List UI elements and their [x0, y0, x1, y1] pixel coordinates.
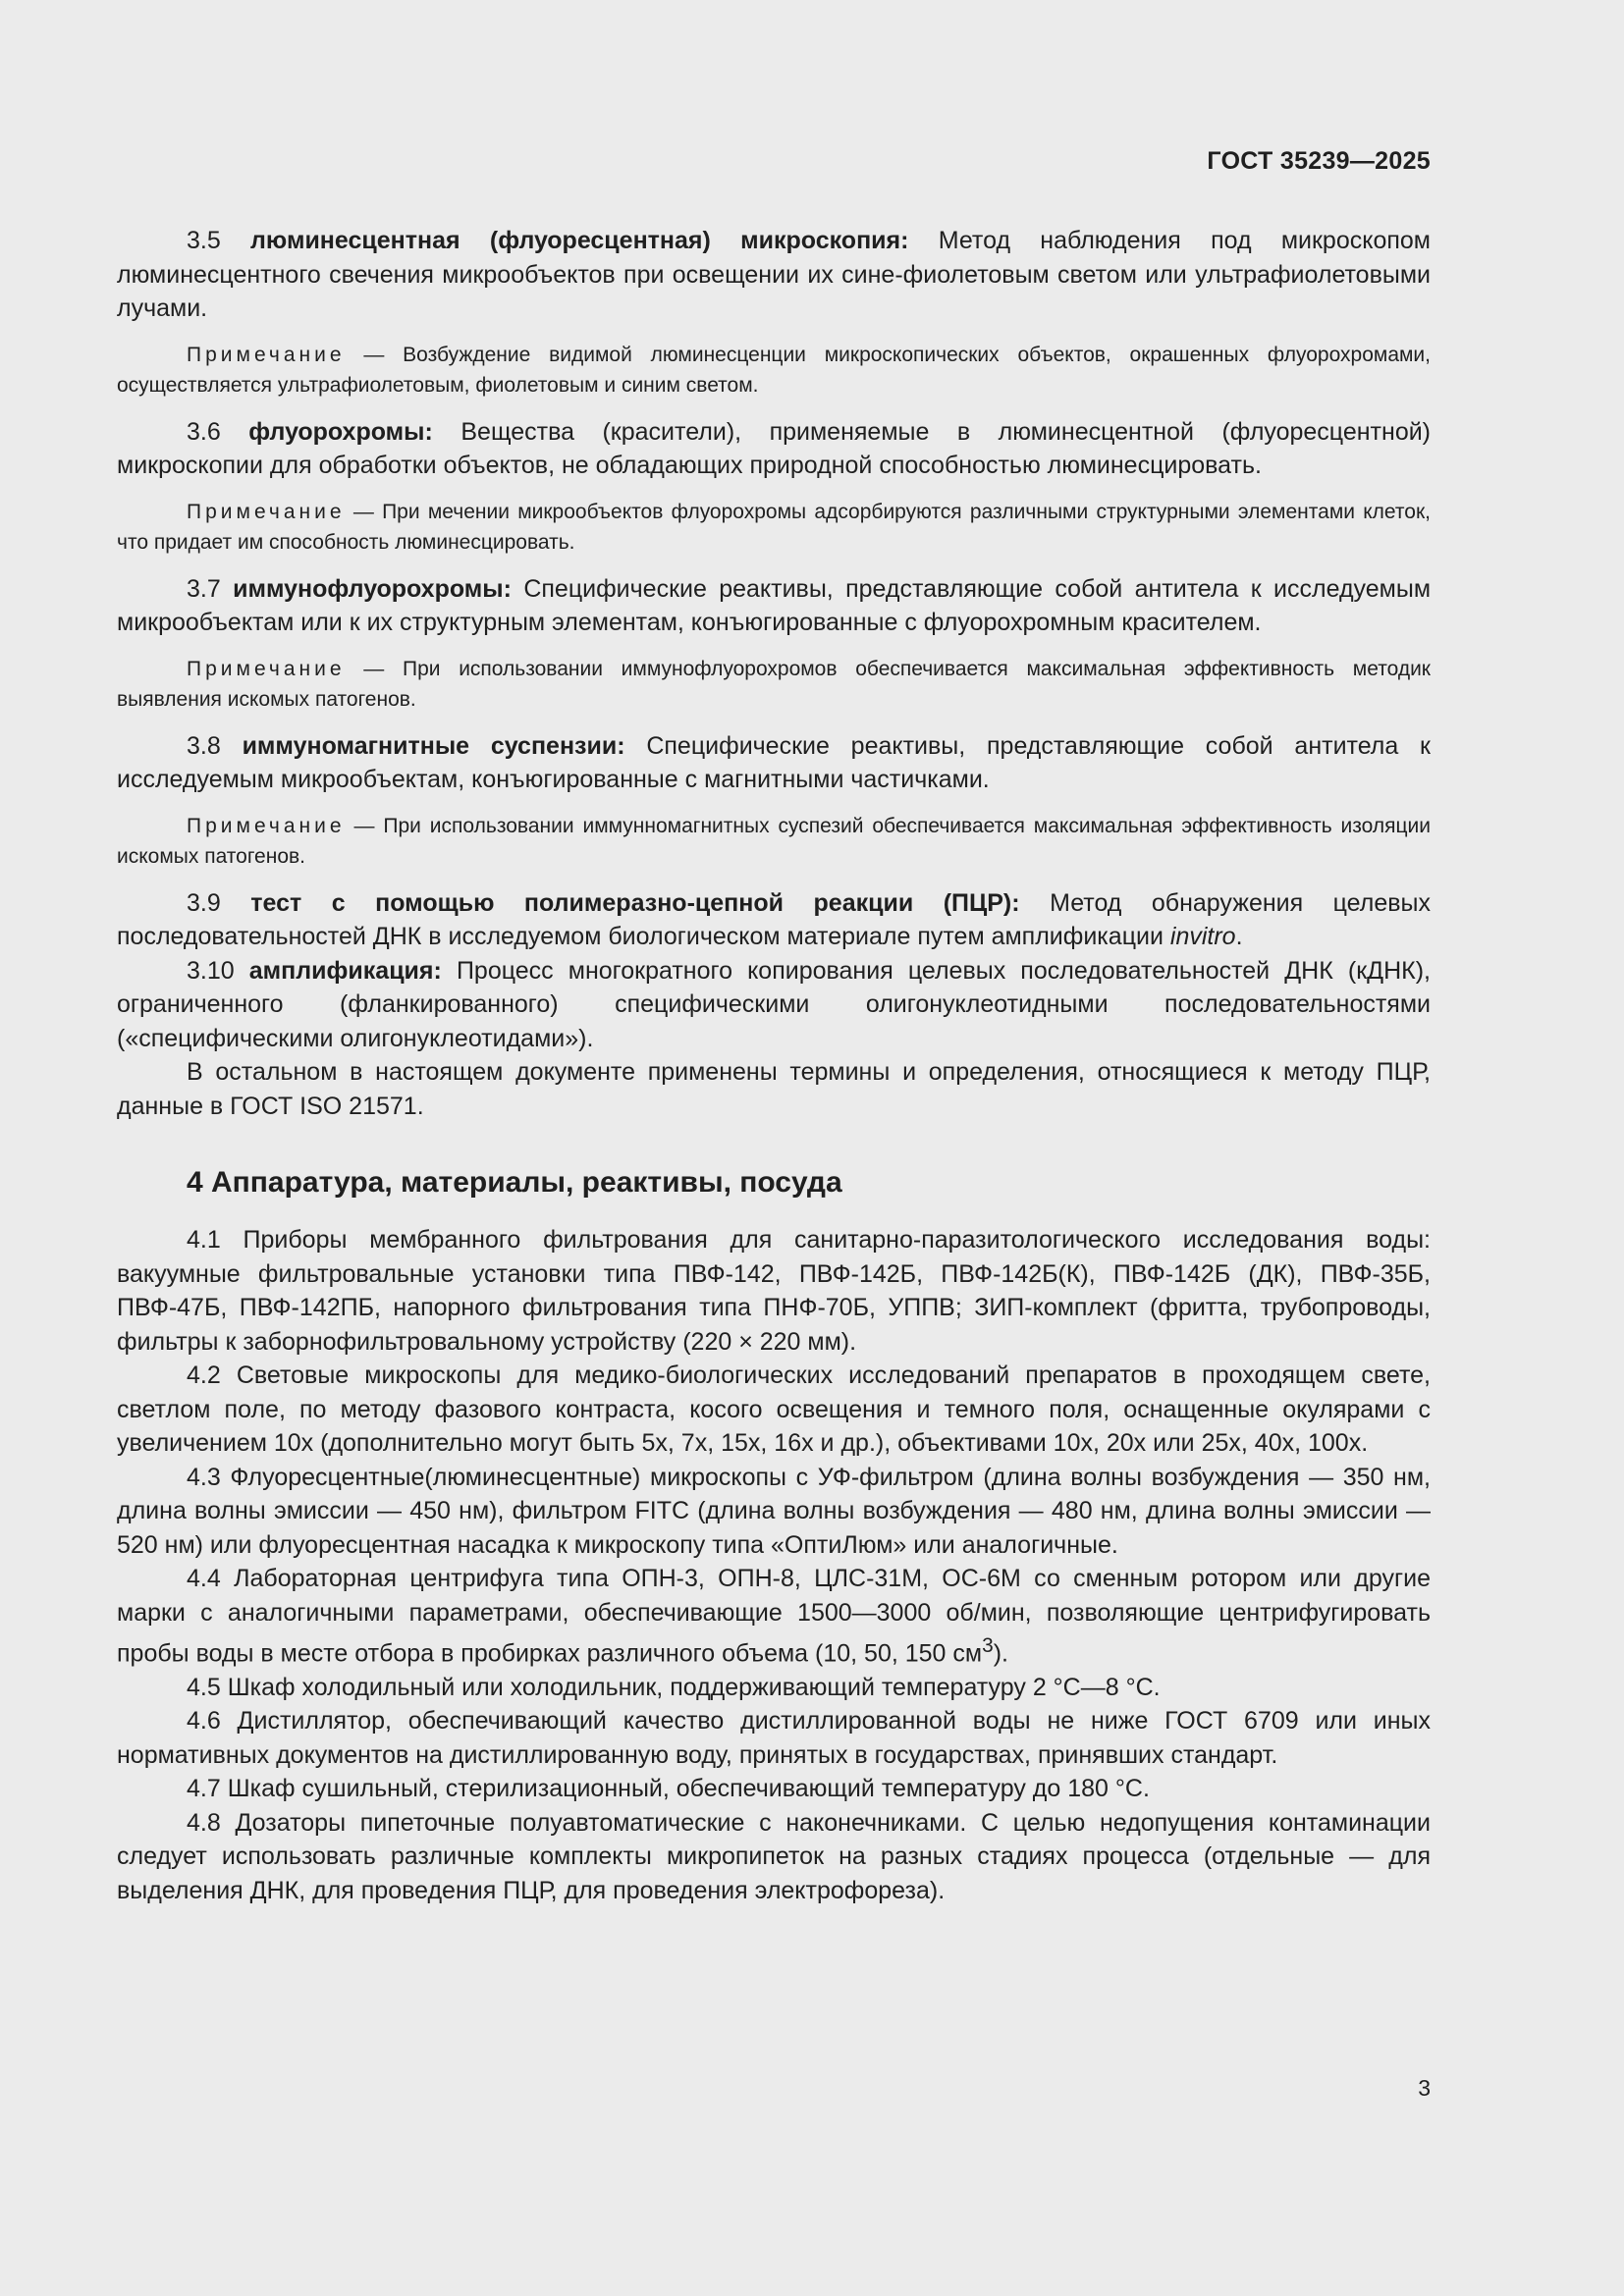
superscript-3: 3: [982, 1634, 994, 1657]
paragraph-4-7: 4.7 Шкаф сушильный, стерилизационный, обеспечивающий температуру до 180 °С.: [187, 1775, 1150, 1803]
term-definition: Специфические реактивы, представляющие собой антитела к исследуемым микрообъектам или к их структурным элементам, конъюгированные с флуорохромным красителем.: [117, 574, 1432, 636]
term-number: 3.6: [187, 417, 221, 446]
note-text: — При использовании иммунофлуорохромов обеспечивается максимальная эффективность методик выявления искомых патогенов.: [117, 657, 1431, 711]
term-number: 3.5: [187, 227, 221, 254]
paragraph-4-6: 4.6 Дистиллятор, обеспечивающий качество дистиллированной воды не ниже ГОСТ 6709 или иных нормативных документов на дистиллированную воду, принятых в государствах, принявших стандарт.: [117, 1707, 1431, 1769]
paragraph-4-8: 4.8 Дозаторы пипеточные полуавтоматические с наконечниками. С целью недопущения контаминации следует использовать различные комплекты микропипеток на разных стадиях процесса (отдельные — для выделения ДНК, для проведения ПЦР, для проведения электрофореза).: [117, 1808, 1431, 1904]
term-definition: Процесс многократного копирования целевых последовательностей ДНК (кДНК), ограниченного (фланкированного) специфическими олигонуклеотидными последовательностями («специфическими олигонуклеотидами»).: [117, 956, 1431, 1052]
paragraph-4-2: 4.2 Световые микроскопы для медико-биологических исследований препаратов в проходящем свете, светлом поле, по методу фазового контраста, косого освещения и темного поля, оснащенные окулярами с увеличением 10х (дополнительно могут быть 5х, 7х, 15х, 16х и др.), объективами 10х, 20х или 25х, 40х, 100х.: [117, 1362, 1431, 1457]
paragraph-4-5: 4.5 Шкаф холодильный или холодильник, поддерживающий температуру 2 °С—8 °С.: [187, 1673, 1161, 1701]
note-3-8: [117, 811, 1431, 873]
note-label: Примечание: [187, 814, 346, 837]
note-label: Примечание: [187, 343, 346, 366]
term-definition: Метод наблюдения под микроскопом люминесцентного свечения микрообъектов при освещении их сине-фиолетовым светом или ультрафиолетовыми лучами.: [117, 227, 1431, 322]
note-3-7: [117, 654, 1431, 716]
paragraph-4-4-text: 4.4 Лабораторная центрифуга типа ОПН-3, ОПН-8, ЦЛС-31М, ОС-6М со сменным ротором или другие марки с аналогичными параметрами, обеспечивающие 1500—3000 об/мин, позволяющие центрифугировать пробы воды в месте отбора в пробирках различного объема (10, 50, 150 см: [117, 1565, 1431, 1668]
term-3-6: [117, 415, 1431, 483]
term-name: иммуномагнитные суспензии:: [242, 731, 625, 760]
document-body: [117, 224, 1431, 1907]
term-3-5: [117, 224, 1431, 326]
term-number: 3.7: [187, 574, 221, 603]
paragraph-4-4-end: ).: [993, 1639, 1008, 1668]
term-3-8: [117, 729, 1431, 797]
term-definition-italic: invitro: [1169, 923, 1236, 950]
paragraph-4-3: 4.3 Флуоресцентные(люминесцентные) микроскопы с УФ-фильтром (длина волны возбуждения — 350 нм, длина волны эмиссии — 450 нм), фильтром FITC (длина волны возбуждения — 480 нм, длина волны эмиссии — 520 нм) или флуоресцентная насадка к микроскопу типа «ОптиЛюм» или аналогичные.: [117, 1463, 1431, 1559]
term-definition: Метод обнаружения целевых последовательностей ДНК в исследуемом биологическом материале путем амплификации: [117, 888, 1431, 950]
term-definition-end: .: [1235, 923, 1243, 950]
term-number: 3.10: [187, 956, 235, 985]
note-label: Примечание: [187, 657, 346, 680]
term-number: 3.8: [187, 731, 221, 760]
note-3-5: [117, 340, 1431, 401]
term-name: люминесцентная (флуоресцентная) микроскопия:: [250, 227, 909, 254]
term-3-10: [117, 954, 1431, 1056]
note-text: — При мечении микрообъектов флуорохромы адсорбируются различными структурными элементами клеток, что придает им способность люминесцировать.: [117, 500, 1431, 554]
term-3-7: [117, 572, 1431, 640]
term-name: иммунофлуорохромы:: [233, 574, 512, 603]
term-3-9: [117, 886, 1431, 954]
section-4-heading: 4 Аппаратура, материалы, реактивы, посуда: [187, 1166, 842, 1199]
paragraph-4-4: [117, 1562, 1431, 1671]
term-name: тест с помощью полимеразно-цепной реакции (ПЦР):: [250, 888, 1020, 917]
terms-remainder-paragraph: В остальном в настоящем документе применены термины и определения, относящиеся к методу ПЦР, данные в ГОСТ ISO 21571.: [117, 1058, 1431, 1120]
note-text: — При использовании иммунномагнитных суспезий обеспечивается максимальная эффективность изоляции искомых патогенов.: [117, 814, 1431, 868]
page-number: 3: [1418, 2075, 1431, 2101]
term-number: 3.9: [187, 888, 221, 917]
term-definition: Вещества (красители), применяемые в люминесцентной (флуоресцентной) микроскопии для обработки объектов, не обладающих природной способностью люминесцировать.: [117, 417, 1432, 479]
note-label: Примечание: [187, 500, 346, 523]
term-definition: Специфические реактивы, представляющие собой антитела к исследуемым микрообъектам, конъюгированные с магнитными частичками.: [117, 731, 1431, 793]
paragraph-4-1: 4.1 Приборы мембранного фильтрования для санитарно-паразитологического исследования воды: вакуумные фильтровальные установки типа ПВФ-142, ПВФ-142Б, ПВФ-142Б(К), ПВФ-142Б (ДК), ПВФ-35Б, ПВФ-47Б, ПВФ-142ПБ, напорного фильтрования типа ПНФ-70Б, УППВ; ЗИП-комплект (фритта, трубопроводы, фильтры к заборнофильтровальному устройству (220 × 220 мм).: [117, 1226, 1431, 1356]
term-name: амплификация:: [248, 956, 442, 985]
note-text: — Возбуждение видимой люминесценции микроскопических объектов, окрашенных флуорохромами, осуществляется ультрафиолетовым, фиолетовым и синим светом.: [117, 343, 1431, 397]
term-name: флуорохромы:: [248, 417, 433, 446]
document-header: ГОСТ 35239—2025: [1207, 147, 1431, 175]
note-3-6: [117, 497, 1431, 559]
